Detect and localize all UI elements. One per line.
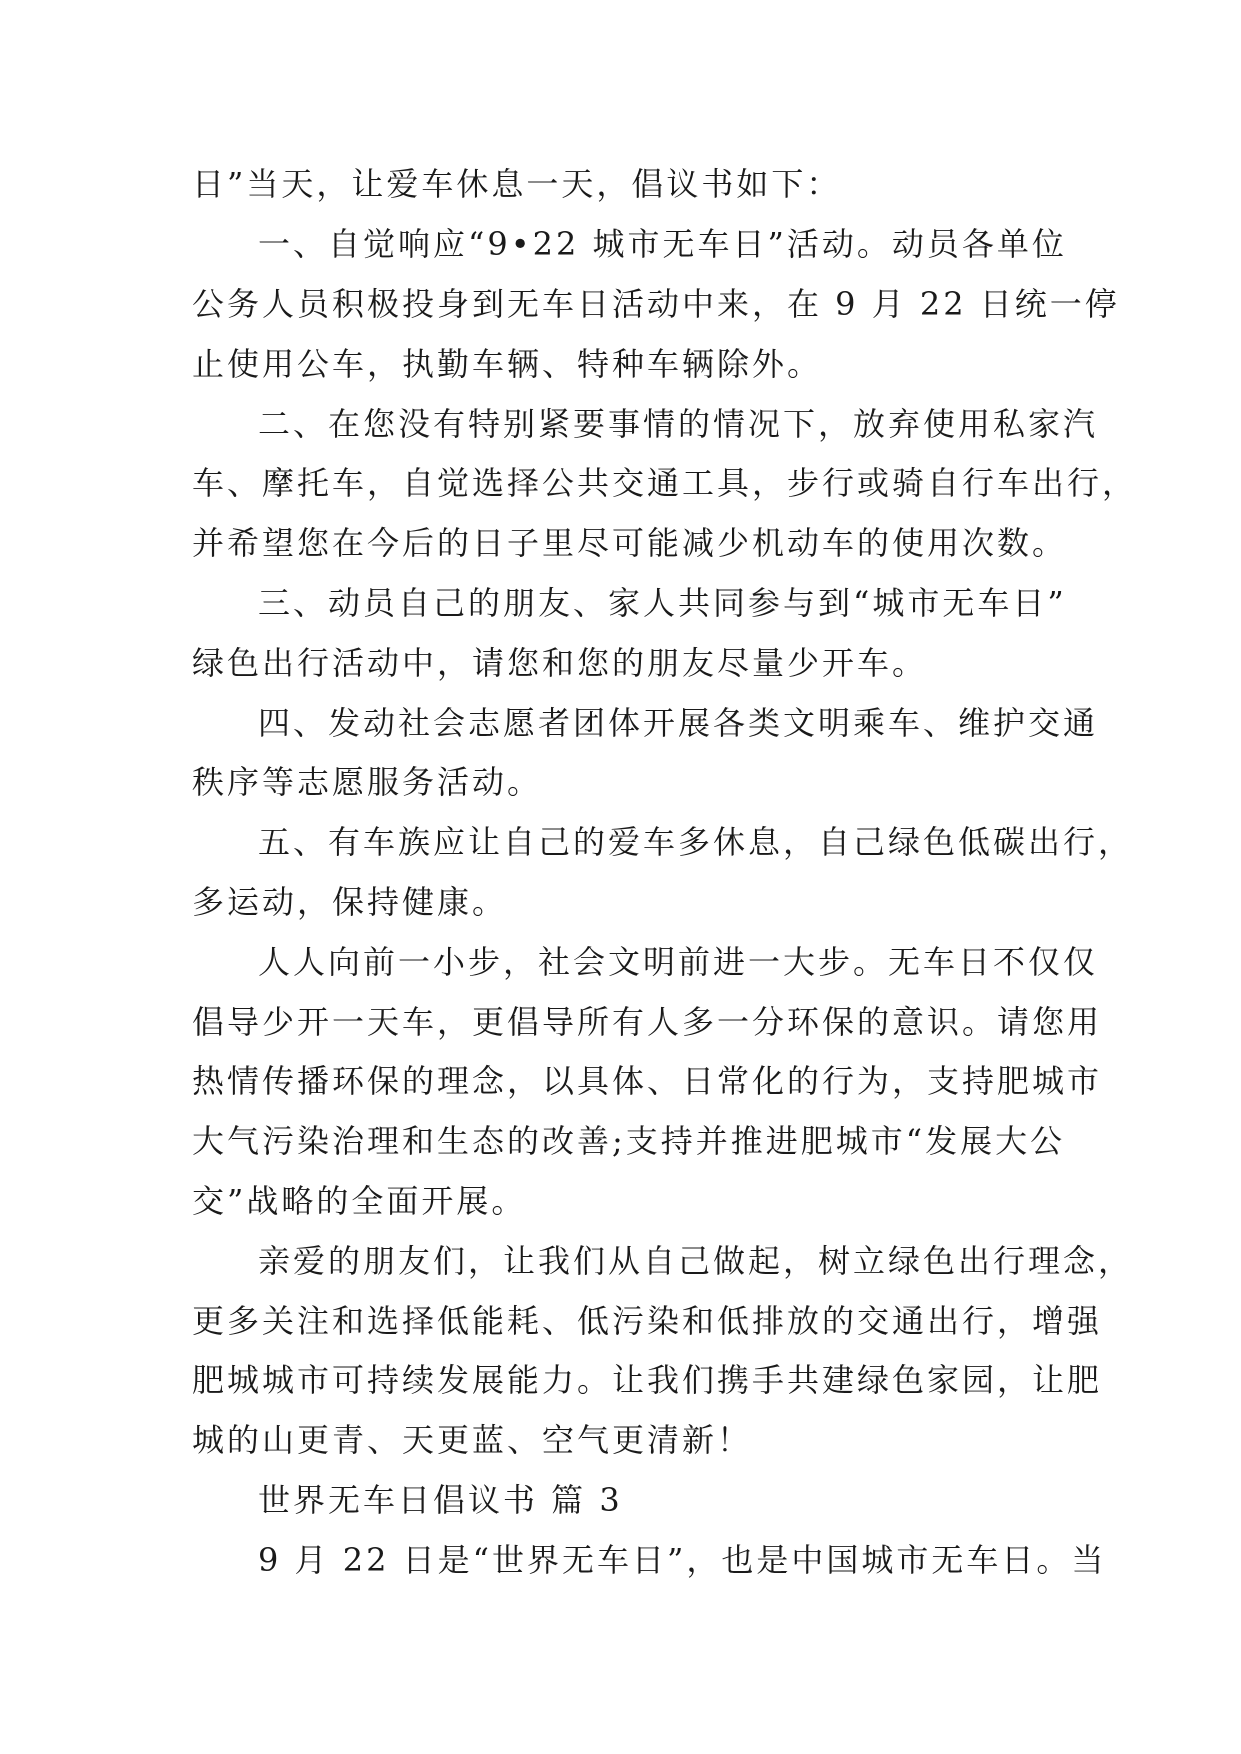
text-line: 车、摩托车，自觉选择公共交通工具，步行或骑自行车出行， — [192, 464, 1138, 502]
text-line: 四、发动社会志愿者团体开展各类文明乘车、维护交通 — [258, 704, 1099, 742]
text-line: 五、有车族应让自己的爱车多休息，自己绿色低碳出行， — [258, 823, 1134, 861]
text-line: 一、自觉响应“9•22 城市无车日”活动。动员各单位 — [258, 225, 1067, 263]
text-line: 肥城城市可持续发展能力。让我们携手共建绿色家园，让肥 — [192, 1361, 1103, 1399]
text-line: 亲爱的朋友们，让我们从自己做起，树立绿色出行理念， — [258, 1242, 1134, 1280]
text-line: 并希望您在今后的日子里尽可能减少机动车的使用次数。 — [192, 524, 1068, 562]
text-line: 人人向前一小步，社会文明前进一大步。无车日不仅仅 — [258, 943, 1099, 981]
text-line: 二、在您没有特别紧要事情的情况下，放弃使用私家汽 — [258, 405, 1099, 443]
section-heading: 世界无车日倡议书 篇 3 — [258, 1481, 623, 1519]
text-line: 城的山更青、天更蓝、空气更清新！ — [192, 1421, 753, 1459]
text-line: 倡导少开一天车，更倡导所有人多一分环保的意识。请您用 — [192, 1003, 1103, 1041]
text-line: 热情传播环保的理念，以具体、日常化的行为，支持肥城市 — [192, 1062, 1103, 1100]
text-line: 日”当天，让爱车休息一天，倡议书如下： — [192, 165, 842, 203]
text-line: 交”战略的全面开展。 — [192, 1182, 527, 1220]
text-line: 公务人员积极投身到无车日活动中来，在 9 月 22 日统一停 — [192, 285, 1120, 323]
text-line: 多运动，保持健康。 — [192, 883, 508, 921]
text-line: 止使用公车，执勤车辆、特种车辆除外。 — [192, 345, 823, 383]
text-line: 大气污染治理和生态的改善;支持并推进肥城市“发展大公 — [192, 1122, 1066, 1160]
text-line: 更多关注和选择低能耗、低污染和低排放的交通出行，增强 — [192, 1302, 1103, 1340]
text-line: 三、动员自己的朋友、家人共同参与到“城市无车日” — [258, 584, 1067, 622]
text-line: 秩序等志愿服务活动。 — [192, 763, 543, 801]
text-line: 绿色出行活动中，请您和您的朋友尽量少开车。 — [192, 644, 928, 682]
text-line: 9 月 22 日是“世界无车日”，也是中国城市无车日。当 — [258, 1541, 1107, 1579]
